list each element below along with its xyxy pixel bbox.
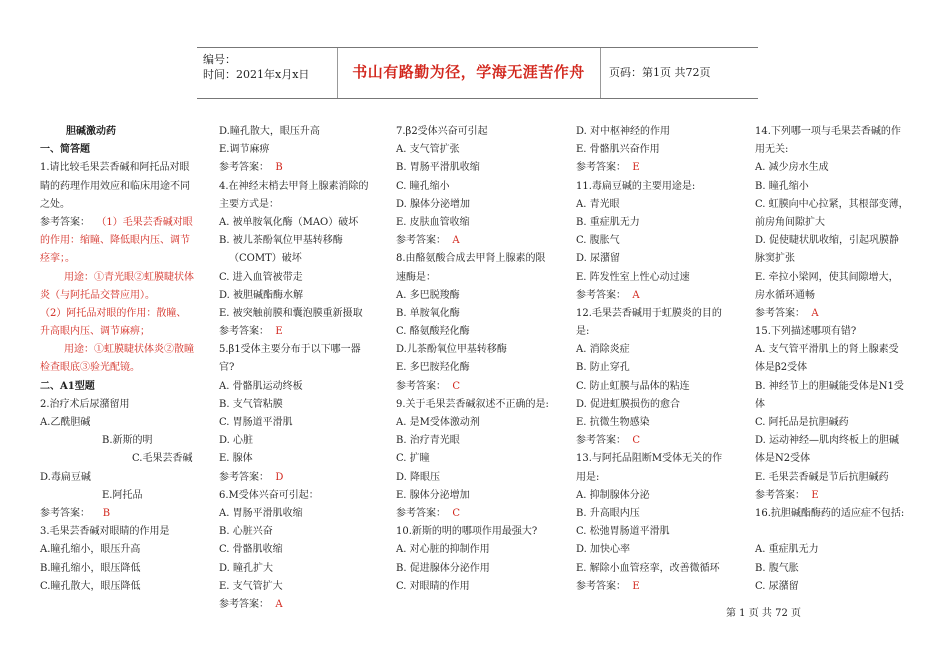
text-line <box>396 287 561 305</box>
text-line <box>396 523 561 541</box>
answer-line <box>576 432 741 450</box>
line-text: D. 心脏 <box>219 435 254 447</box>
text-line <box>219 560 379 578</box>
line-text: C. 骨骼肌收缩 <box>219 544 283 556</box>
line-text: C.毛果芸香碱 <box>132 453 193 465</box>
text-line <box>219 378 379 396</box>
text-line <box>219 541 379 559</box>
line-text: 参考答案： <box>219 598 269 610</box>
text-line <box>40 196 200 214</box>
line-text: A. 对心脏的抑制作用 <box>396 544 490 556</box>
line-text: 用无关: <box>755 144 789 156</box>
text-line <box>219 141 379 159</box>
header-page-cell <box>601 48 758 98</box>
line-text: 参考答案： <box>396 380 446 392</box>
line-text: E. 腺体分泌增加 <box>396 489 470 501</box>
answer-line <box>755 305 915 323</box>
line-text: A. 被单胺氧化酶（MAO）破坏 <box>219 216 359 228</box>
line-text: C.瞳孔散大，眼压降低 <box>40 580 141 592</box>
line-text: B. 重症肌无力 <box>576 216 640 228</box>
text-line <box>755 269 915 287</box>
line-text: D. 尿潴留 <box>576 253 621 265</box>
line-text: C. 进入血管被带走 <box>219 271 303 283</box>
text-line <box>40 541 200 559</box>
text-line <box>396 560 561 578</box>
line-text: 参考答案： <box>40 216 90 228</box>
text-line <box>576 141 741 159</box>
line-text: E. 支气管扩大 <box>219 580 283 592</box>
line-text: A. 骨骼肌运动终板 <box>219 380 303 392</box>
text-line <box>755 123 915 141</box>
text-line <box>576 359 741 377</box>
answer-line <box>219 596 379 614</box>
line-text: 参考答案： <box>576 435 626 447</box>
text-line <box>40 378 200 396</box>
text-line <box>219 396 379 414</box>
line-text: D. 对中枢神经的作用 <box>576 126 671 137</box>
line-text: 之处。 <box>40 198 70 210</box>
line-text: A. 抑制腺体分泌 <box>576 489 650 501</box>
line-text: C. 瞳孔缩小 <box>396 180 450 192</box>
line-text: B. 腹气胀 <box>755 562 799 574</box>
line-text: 二、A1型题 <box>40 380 95 392</box>
answer-value: B <box>90 507 111 519</box>
text-line <box>396 469 561 487</box>
text-line <box>755 287 915 305</box>
line-text: 11.毒扁豆碱的主要用途是: <box>576 180 696 192</box>
answer-value: A <box>805 307 819 319</box>
header-motto-cell <box>337 48 601 98</box>
line-text: 房水循环通畅 <box>755 289 815 301</box>
line-text: C. 对眼睛的作用 <box>396 580 470 592</box>
answer-value: D <box>269 471 284 483</box>
line-text: 速酶是： <box>396 271 436 283</box>
text-line <box>396 541 561 559</box>
text-line <box>576 250 741 268</box>
text-line <box>576 232 741 250</box>
text-line <box>396 123 561 141</box>
answer-line <box>396 505 561 523</box>
text-line <box>396 578 561 596</box>
text-line <box>396 432 561 450</box>
line-text: C. 酪氨酸羟化酶 <box>396 326 470 338</box>
answer-value: E <box>269 326 283 338</box>
line-text: A.瞳孔缩小，眼压升高 <box>40 544 141 556</box>
text-line <box>576 123 741 141</box>
line-text: 7.β2受体兴奋可引起 <box>396 126 488 137</box>
line-text: B. 胃肠平滑肌收缩 <box>396 162 480 174</box>
text-line <box>576 305 741 323</box>
answer-line <box>576 159 741 177</box>
answer-line <box>755 487 915 505</box>
text-line <box>396 269 561 287</box>
text-line <box>40 323 200 341</box>
line-text: （2）阿托品对眼的作用：散瞳、 <box>40 307 187 319</box>
line-text: A. 支气管扩张 <box>396 144 460 156</box>
line-text: E. 解除小血管痉挛，改善微循环 <box>576 562 720 574</box>
answer-value: E <box>626 162 640 174</box>
line-text: 体是β2受体 <box>755 362 808 374</box>
text-line <box>396 341 561 359</box>
line-text: 用途：①青光眼②虹膜睫状体 <box>64 271 194 283</box>
text-line <box>755 469 915 487</box>
header-page-indicator: 页码：第1页 共72页 <box>609 66 711 79</box>
text-line <box>219 305 379 323</box>
line-text: 8.由酪氨酸合成去甲肾上腺素的限 <box>396 253 546 265</box>
header-meta-cell <box>197 48 338 98</box>
text-line <box>40 269 200 287</box>
text-line <box>755 141 915 159</box>
text-line <box>755 178 915 196</box>
line-text: E. 牵拉小梁网，使其间隙增大， <box>755 271 899 283</box>
answer-line <box>219 159 379 177</box>
line-text: B. 防止穿孔 <box>576 362 630 374</box>
answer-value: E <box>626 580 640 592</box>
line-text: 参考答案： <box>576 289 626 301</box>
line-text: B. 瞳孔缩小 <box>755 180 809 192</box>
text-line <box>40 141 200 159</box>
text-line <box>576 523 741 541</box>
line-text: C. 虹膜向中心拉紧，其根部变薄， <box>755 198 909 210</box>
line-text: D.儿茶酚氧位甲基转移酶 <box>396 344 507 356</box>
line-text: C. 腹胀气 <box>576 235 620 247</box>
line-text: A. 胃肠平滑肌收缩 <box>219 507 303 519</box>
text-line <box>576 450 741 468</box>
text-line <box>576 341 741 359</box>
text-line <box>755 541 915 559</box>
text-line <box>755 523 915 541</box>
answer-line <box>396 378 561 396</box>
text-line <box>219 214 379 232</box>
line-text: 用是: <box>576 471 600 483</box>
line-text: 参考答案： <box>219 471 269 483</box>
line-text: 参考答案： <box>576 580 626 592</box>
text-line <box>219 505 379 523</box>
text-line <box>576 414 741 432</box>
line-text: B. 升高眼内压 <box>576 507 640 519</box>
text-line <box>576 396 741 414</box>
text-line <box>40 359 200 377</box>
line-text: B.瞳孔缩小，眼压降低 <box>40 562 141 574</box>
line-text: 12.毛果芸香碱用于虹膜炎的目的 <box>576 307 722 319</box>
line-text: 14.下列哪一项与毛果芸香碱的作 <box>755 126 901 137</box>
text-line <box>219 269 379 287</box>
text-line <box>219 432 379 450</box>
text-line <box>576 196 741 214</box>
line-text: 睛的药理作用效应和临床用途不同 <box>40 180 190 192</box>
answer-line <box>40 505 200 523</box>
text-line <box>755 414 915 432</box>
text-line <box>219 414 379 432</box>
text-line <box>576 178 741 196</box>
text-line <box>219 359 379 377</box>
line-text: D. 加快心率 <box>576 544 631 556</box>
text-line <box>219 196 379 214</box>
text-column-5 <box>755 123 915 596</box>
answer-value: C <box>626 435 641 447</box>
text-line <box>219 250 379 268</box>
line-text: A. 重症肌无力 <box>755 544 819 556</box>
line-text: A. 青光眼 <box>576 198 620 210</box>
line-text: 10.新斯的明的哪项作用最强大? <box>396 526 538 538</box>
answer-line <box>576 578 741 596</box>
text-line <box>755 505 915 523</box>
text-line <box>40 123 200 141</box>
text-line <box>396 141 561 159</box>
text-line <box>576 541 741 559</box>
line-text: E.调节麻痹 <box>219 144 270 156</box>
line-text: D. 促进虹膜损伤的愈合 <box>576 398 681 410</box>
header-motto: 书山有路勤为径，学海无涯苦作舟 <box>352 63 585 81</box>
answer-value: B <box>269 162 283 174</box>
text-line <box>755 323 915 341</box>
text-line <box>576 487 741 505</box>
text-line <box>755 341 915 359</box>
line-text: A.乙酰胆碱 <box>40 417 91 428</box>
document-number-label: 编号： <box>203 53 236 66</box>
text-line <box>576 378 741 396</box>
text-line <box>396 450 561 468</box>
text-line <box>755 250 915 268</box>
line-text: 参考答案： <box>219 162 269 174</box>
line-text: 5.β1受体主要分布于以下哪一器 <box>219 344 361 356</box>
line-text: 9.关于毛果芸香碱叙述不正确的是: <box>396 398 549 410</box>
answer-line <box>219 469 379 487</box>
text-line <box>576 505 741 523</box>
line-text: 16.抗胆碱酯酶药的适应症不包括: <box>755 507 905 519</box>
answer-line <box>40 214 200 232</box>
answer-line <box>219 323 379 341</box>
line-text: 升高眼内压、调节麻痹； <box>40 326 150 338</box>
line-text: D.瞳孔散大，眼压升高 <box>219 126 320 137</box>
line-text: 3.毛果芸香碱对眼睛的作用是 <box>40 526 170 538</box>
answer-line <box>576 287 741 305</box>
line-text: C. 阿托品是抗胆碱药 <box>755 417 849 428</box>
line-text: E. 被突触前膜和囊泡膜重新摄取 <box>219 307 363 319</box>
answer-value: E <box>805 489 819 501</box>
line-text: B. 心脏兴奋 <box>219 526 273 538</box>
text-line <box>755 578 915 596</box>
line-text: B. 单胺氧化酶 <box>396 307 460 319</box>
line-text: 炎（与阿托品交替应用）。 <box>40 289 155 301</box>
answer-value: A <box>446 235 460 247</box>
line-text: （COMT）破坏 <box>229 253 302 265</box>
line-text: D. 降眼压 <box>396 471 441 483</box>
answer-value: A <box>269 598 283 610</box>
text-line <box>40 250 200 268</box>
line-text: 前房角间隙扩大 <box>755 216 825 228</box>
text-line <box>396 250 561 268</box>
line-text: B. 促进腺体分泌作用 <box>396 562 490 574</box>
line-text: E. 腺体 <box>219 453 253 465</box>
line-text: A. 减少房水生成 <box>755 162 829 174</box>
line-text: 胆碱激动药 <box>66 126 116 137</box>
text-line <box>40 287 200 305</box>
text-line <box>40 560 200 578</box>
line-text: D.毒扁豆碱 <box>40 471 91 483</box>
line-text: A. 支气管平滑肌上的肾上腺素受 <box>755 344 899 356</box>
line-text: 体是N2受体 <box>755 453 811 465</box>
text-line <box>40 159 200 177</box>
line-text: 参考答案： <box>396 507 446 519</box>
answer-value: C <box>446 507 461 519</box>
line-text: 脉窦扩张 <box>755 253 795 265</box>
text-column-3 <box>396 123 561 596</box>
line-text: B. 被儿茶酚氧位甲基转移酶 <box>219 235 343 247</box>
document-date-label: 时间：2021年x月x日 <box>203 68 310 81</box>
line-text: 检查眼底③验光配镜。 <box>40 362 140 374</box>
text-line <box>755 359 915 377</box>
line-text: 13.与阿托品阻断M受体无关的作 <box>576 453 723 465</box>
text-line <box>219 523 379 541</box>
line-text: A. 是M受体激动剂 <box>396 417 480 428</box>
line-text: B. 支气管粘膜 <box>219 398 283 410</box>
line-text: 官? <box>219 362 235 374</box>
text-line <box>40 305 200 323</box>
text-line <box>219 578 379 596</box>
text-line <box>396 196 561 214</box>
line-text: C. 防止虹膜与晶体的粘连 <box>576 380 690 392</box>
text-line <box>755 450 915 468</box>
line-text: E. 皮肤血管收缩 <box>396 216 470 228</box>
text-line <box>755 396 915 414</box>
line-text: 1.请比较毛果芸香碱和阿托品对眼 <box>40 162 190 174</box>
text-line <box>219 341 379 359</box>
answer-value: （1）毛果芸香碱对眼 <box>90 216 193 228</box>
line-text: 参考答案： <box>576 162 626 174</box>
line-text: D. 促使睫状肌收缩，引起巩膜静 <box>755 235 900 247</box>
text-line <box>219 178 379 196</box>
text-line <box>219 123 379 141</box>
text-line <box>40 523 200 541</box>
line-text: D. 腺体分泌增加 <box>396 198 471 210</box>
text-line <box>396 305 561 323</box>
document-header <box>197 47 758 99</box>
text-line <box>40 487 200 505</box>
line-text: E. 多巴胺羟化酶 <box>396 362 470 374</box>
line-text: 参考答案： <box>396 235 446 247</box>
line-text: B.新斯的明 <box>102 435 153 447</box>
line-text: E. 毛果芸香碱是节后抗胆碱药 <box>755 471 889 483</box>
text-line <box>396 359 561 377</box>
answer-line <box>396 232 561 250</box>
text-line <box>755 196 915 214</box>
line-text: 参考答案： <box>40 507 90 519</box>
text-line <box>40 432 200 450</box>
text-line <box>755 378 915 396</box>
line-text: E. 抗微生物感染 <box>576 417 650 428</box>
line-text: B. 治疗青光眼 <box>396 435 460 447</box>
text-line <box>576 469 741 487</box>
line-text: D. 瞳孔扩大 <box>219 562 274 574</box>
line-text: 参考答案： <box>755 307 805 319</box>
text-line <box>219 487 379 505</box>
text-line <box>396 487 561 505</box>
line-text: A. 多巴脱羧酶 <box>396 289 460 301</box>
text-line <box>396 396 561 414</box>
text-line <box>219 450 379 468</box>
page-footer: 第 1 页 共 72 页 <box>726 608 801 619</box>
line-text: 的作用：缩瞳、降低眼内压、调节 <box>40 235 190 247</box>
text-line <box>40 578 200 596</box>
line-text: 2.治疗术后尿潴留用 <box>40 398 130 410</box>
text-line <box>40 469 200 487</box>
text-line <box>396 214 561 232</box>
text-line <box>396 323 561 341</box>
text-line <box>40 450 200 468</box>
line-text: C. 扩瞳 <box>396 453 430 465</box>
text-column-1 <box>40 123 200 596</box>
text-line <box>219 232 379 250</box>
line-text: E. 骨骼肌兴奋作用 <box>576 144 660 156</box>
line-text: A. 消除炎症 <box>576 344 630 356</box>
text-line <box>219 287 379 305</box>
text-line <box>576 323 741 341</box>
line-text: 6.M受体兴奋可引起： <box>219 489 319 501</box>
line-text: E. 阵发性室上性心动过速 <box>576 271 690 283</box>
line-text: D. 运动神经—肌肉终板上的胆碱 <box>755 435 900 447</box>
line-text: 主要方式是： <box>219 198 279 210</box>
text-line <box>755 159 915 177</box>
text-line <box>576 560 741 578</box>
text-line <box>755 232 915 250</box>
line-text: D. 被胆碱酯酶水解 <box>219 289 304 301</box>
text-column-4 <box>576 123 741 596</box>
text-line <box>396 178 561 196</box>
line-text: C. 尿潴留 <box>755 580 799 592</box>
answer-value: C <box>446 380 461 392</box>
line-text: 参考答案： <box>755 489 805 501</box>
text-line <box>576 269 741 287</box>
line-text: C. 松弛胃肠道平滑肌 <box>576 526 670 538</box>
text-column-2 <box>219 123 379 614</box>
text-line <box>576 214 741 232</box>
text-line <box>40 396 200 414</box>
answer-value: A <box>626 289 640 301</box>
text-line <box>396 159 561 177</box>
line-text: 用途：①虹膜睫状体炎②散瞳 <box>64 344 194 356</box>
text-line <box>40 341 200 359</box>
line-text: C. 胃肠道平滑肌 <box>219 417 293 428</box>
text-line <box>40 414 200 432</box>
line-text: 4.在神经末梢去甲肾上腺素消除的 <box>219 180 369 192</box>
text-line <box>755 560 915 578</box>
line-text: 体 <box>755 398 765 410</box>
text-line <box>396 414 561 432</box>
line-text: 是: <box>576 326 590 338</box>
line-text: B. 神经节上的胆碱能受体是N1受 <box>755 380 904 392</box>
line-text: 参考答案： <box>219 326 269 338</box>
text-line <box>755 432 915 450</box>
text-line <box>40 178 200 196</box>
line-text: 一、简答题 <box>40 144 90 156</box>
line-text: 痉挛；。 <box>40 253 75 265</box>
text-line <box>40 232 200 250</box>
line-text: E.阿托品 <box>102 489 143 501</box>
line-text: 15.下列描述哪项有错? <box>755 326 857 338</box>
text-line <box>755 214 915 232</box>
